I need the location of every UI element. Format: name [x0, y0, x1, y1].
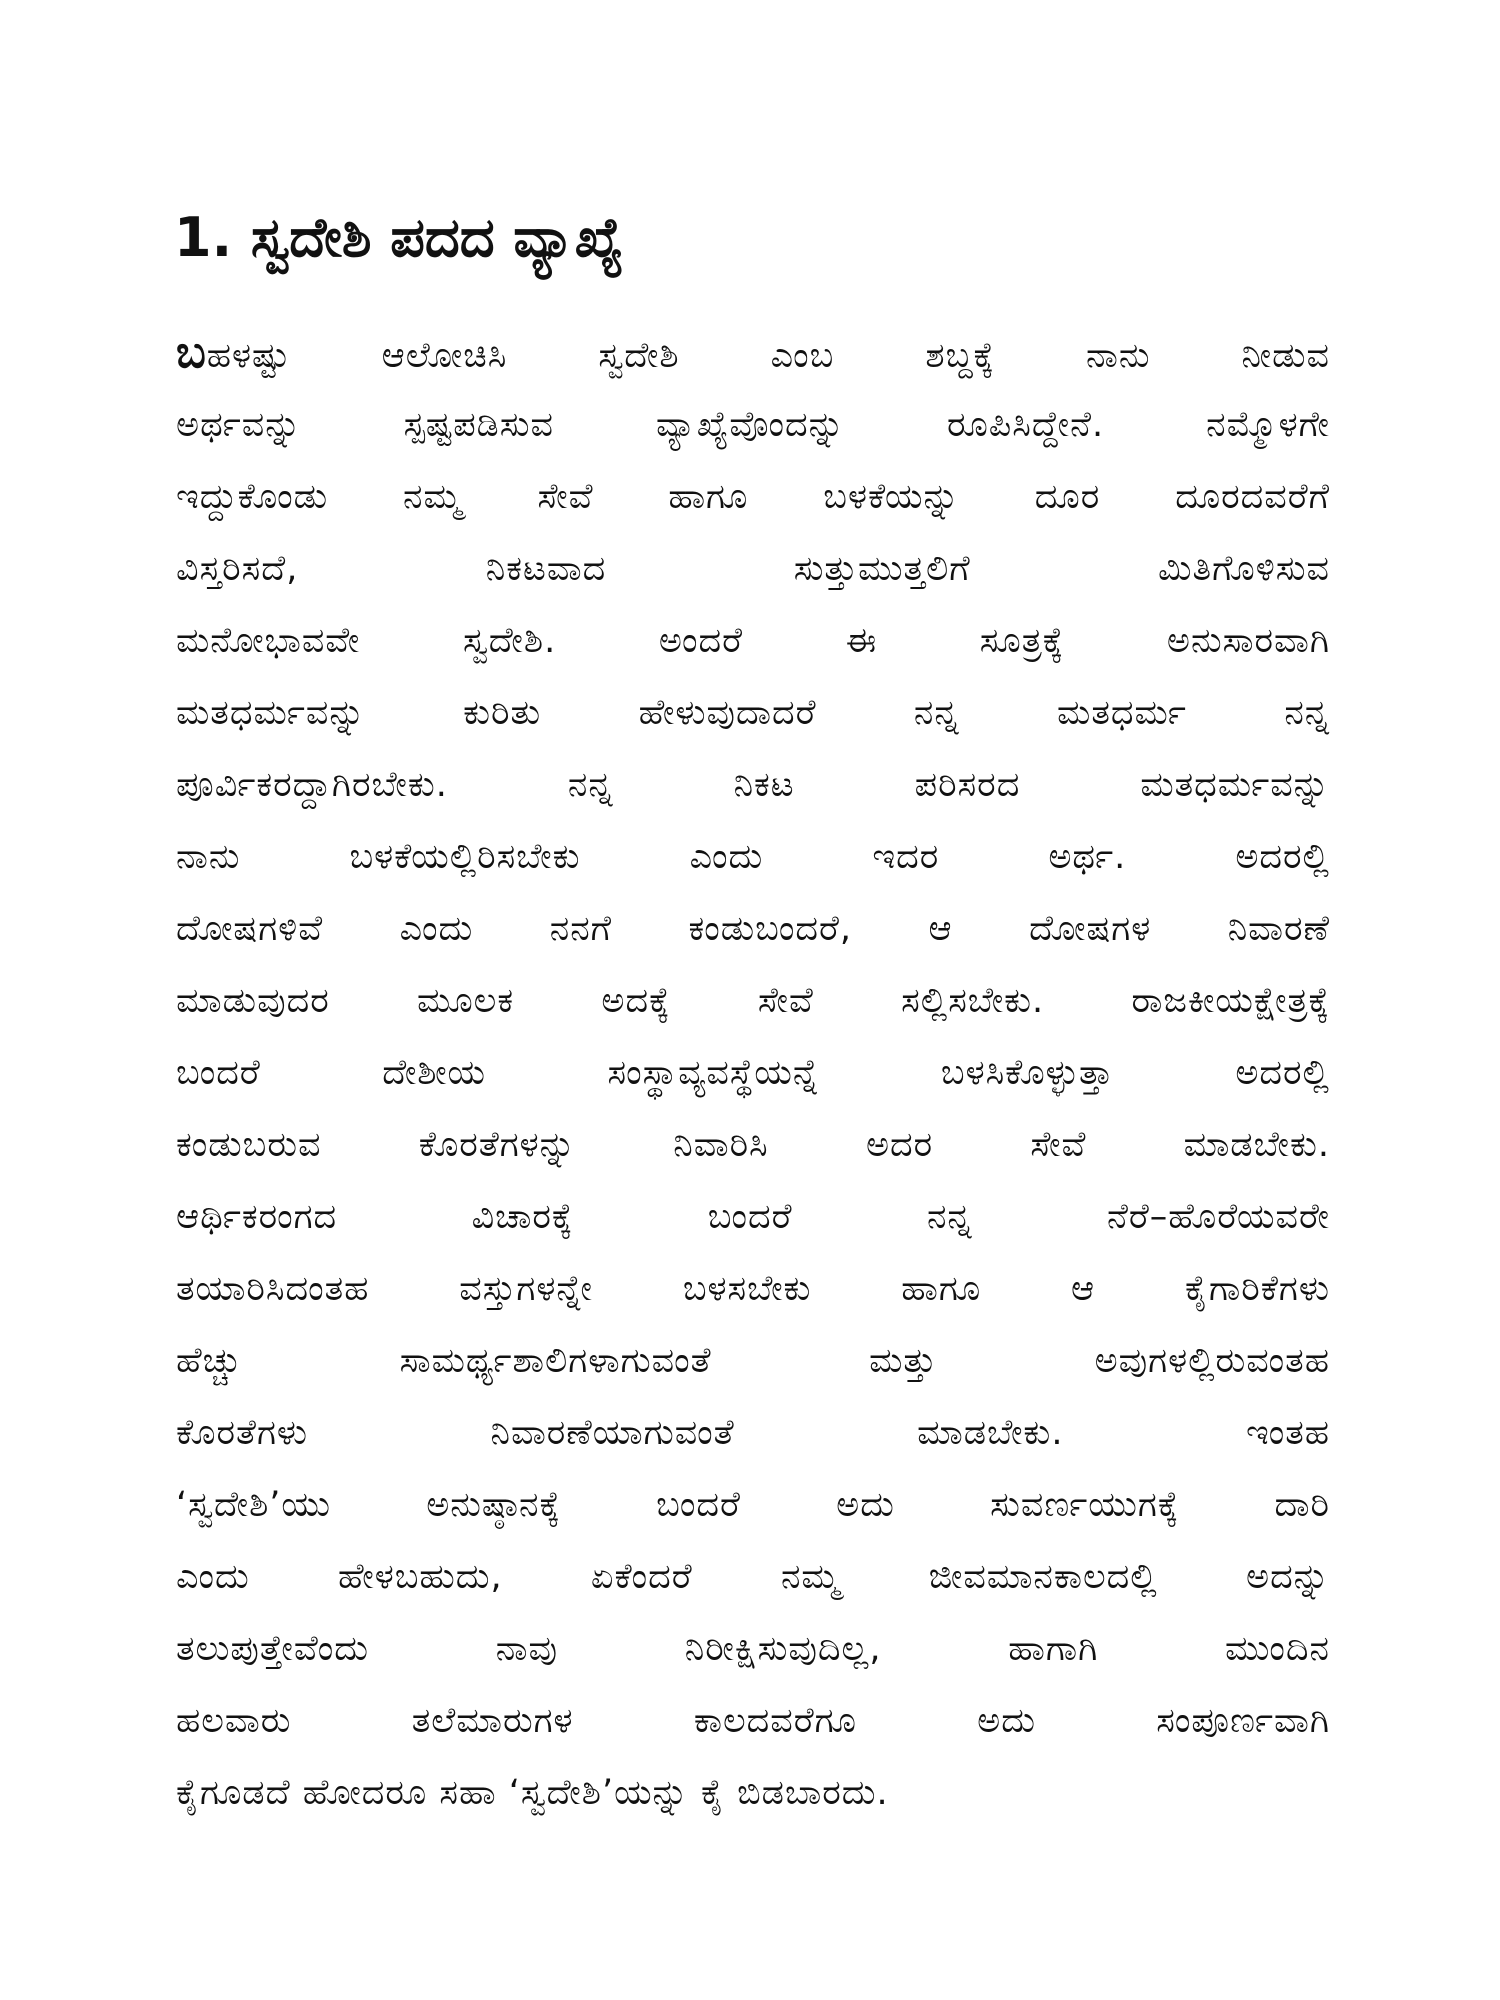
- paragraph-line: ಬಂದರೆ ದೇಶೀಯ ಸಂಸ್ಥಾವ್ಯವಸ್ಥೆಯನ್ನೆ ಬಳಸಿಕೊಳ್ಳುತ್ತಾ ಅದರಲ್ಲಿ: [176, 1053, 1330, 1093]
- paragraph-line: ಮತಧರ್ಮವನ್ನು ಕುರಿತು ಹೇಳುವುದಾದರೆ ನನ್ನ ಮತಧರ್ಮ ನನ್ನ: [176, 693, 1330, 733]
- paragraph-line: ‘ಸ್ವದೇಶಿ’ಯು ಅನುಷ್ಠಾನಕ್ಕೆ ಬಂದರೆ ಅದು ಸುವರ್ಣಯುಗಕ್ಕೆ ದಾರಿ: [176, 1485, 1330, 1525]
- paragraph-line: ಕಂಡುಬರುವ ಕೊರತೆಗಳನ್ನು ನಿವಾರಿಸಿ ಅದರ ಸೇವೆ ಮಾಡಬೇಕು.: [176, 1125, 1330, 1165]
- paragraph-line-1-text: ಹಳಷ್ಟು ಆಲೋಚಿಸಿ ಸ್ವದೇಶಿ ಎಂಬ ಶಬ್ದಕ್ಕೆ ನಾನು ನೀಡುವ: [206, 336, 1330, 376]
- paragraph-line: ಮಾಡುವುದರ ಮೂಲಕ ಅದಕ್ಕೆ ಸೇವೆ ಸಲ್ಲಿಸಬೇಕು. ರಾಜಕೀಯಕ್ಷೇತ್ರಕ್ಕೆ: [176, 981, 1330, 1021]
- paragraph-line: ಮನೋಭಾವವೇ ಸ್ವದೇಶಿ. ಅಂದರೆ ಈ ಸೂತ್ರಕ್ಕೆ ಅನುಸಾರವಾಗಿ: [176, 621, 1330, 661]
- paragraph-line: ಹಲವಾರು ತಲೆಮಾರುಗಳ ಕಾಲದವರೆಗೂ ಅದು ಸಂಪೂರ್ಣವಾಗಿ: [176, 1701, 1330, 1741]
- paragraph-line: ಹೆಚ್ಚು ಸಾಮರ್ಥ್ಯಶಾಲಿಗಳಾಗುವಂತೆ ಮತ್ತು ಅವುಗಳಲ್ಲಿರುವಂತಹ: [176, 1341, 1330, 1381]
- paragraph-line: ತಲುಪುತ್ತೇವೆಂದು ನಾವು ನಿರೀಕ್ಷಿಸುವುದಿಲ್ಲ, ಹಾಗಾಗಿ ಮುಂದಿನ: [176, 1629, 1330, 1669]
- paragraph-line: ಅರ್ಥವನ್ನು ಸ್ಪಷ್ಟಪಡಿಸುವ ವ್ಯಾಖ್ಯೆವೊಂದನ್ನು ರೂಪಿಸಿದ್ದೇನೆ. ನಮ್ಮೊಳಗೇ: [176, 405, 1330, 445]
- paragraph-line-1: [176, 317, 1330, 389]
- paragraph-line: ನಾನು ಬಳಕೆಯಲ್ಲಿರಿಸಬೇಕು ಎಂದು ಇದರ ಅರ್ಥ. ಅದರಲ್ಲಿ: [176, 837, 1330, 877]
- paragraph-line: ವಿಸ್ತರಿಸದೆ, ನಿಕಟವಾದ ಸುತ್ತುಮುತ್ತಲಿಗೆ ಮಿತಿಗೊಳಿಸುವ: [176, 549, 1330, 589]
- paragraph-line: ತಯಾರಿಸಿದಂತಹ ವಸ್ತುಗಳನ್ನೇ ಬಳಸಬೇಕು ಹಾಗೂ ಆ ಕೈಗಾರಿಕೆಗಳು: [176, 1269, 1330, 1309]
- body-paragraph: [176, 317, 1330, 1829]
- paragraph-line: ಇದ್ದುಕೊಂಡು ನಮ್ಮ ಸೇವೆ ಹಾಗೂ ಬಳಕೆಯನ್ನು ದೂರ ದೂರದವರೆಗೆ: [176, 477, 1330, 517]
- paragraph-line: ಎಂದು ಹೇಳಬಹುದು, ಏಕೆಂದರೆ ನಮ್ಮ ಜೀವಮಾನಕಾಲದಲ್ಲಿ ಅದನ್ನು: [176, 1557, 1330, 1597]
- paragraph-line: ಕೊರತೆಗಳು ನಿವಾರಣೆಯಾಗುವಂತೆ ಮಾಡಬೇಕು. ಇಂತಹ: [176, 1413, 1330, 1453]
- drop-cap: ಬ: [176, 327, 207, 378]
- paragraph-line: ದೋಷಗಳಿವೆ ಎಂದು ನನಗೆ ಕಂಡುಬಂದರೆ, ಆ ದೋಷಗಳ ನಿವಾರಣೆ: [176, 909, 1330, 949]
- paragraph-line: ಪೂರ್ವಿಕರದ್ದಾಗಿರಬೇಕು. ನನ್ನ ನಿಕಟ ಪರಿಸರದ ಮತಧರ್ಮವನ್ನು: [176, 765, 1330, 805]
- paragraph-line: ಆರ್ಥಿಕರಂಗದ ವಿಚಾರಕ್ಕೆ ಬಂದರೆ ನನ್ನ ನೆರೆ–ಹೊರೆಯವರೇ: [176, 1197, 1330, 1237]
- chapter-heading: 1. ಸ್ವದೇಶಿ ಪದದ ವ್ಯಾಖ್ಯೆ: [174, 206, 624, 269]
- paragraph-line-last: ಕೈಗೂಡದೆ ಹೋದರೂ ಸಹಾ ‘ಸ್ವದೇಶಿ’ಯನ್ನು ಕೈ ಬಿಡಬಾರದು.: [176, 1773, 889, 1813]
